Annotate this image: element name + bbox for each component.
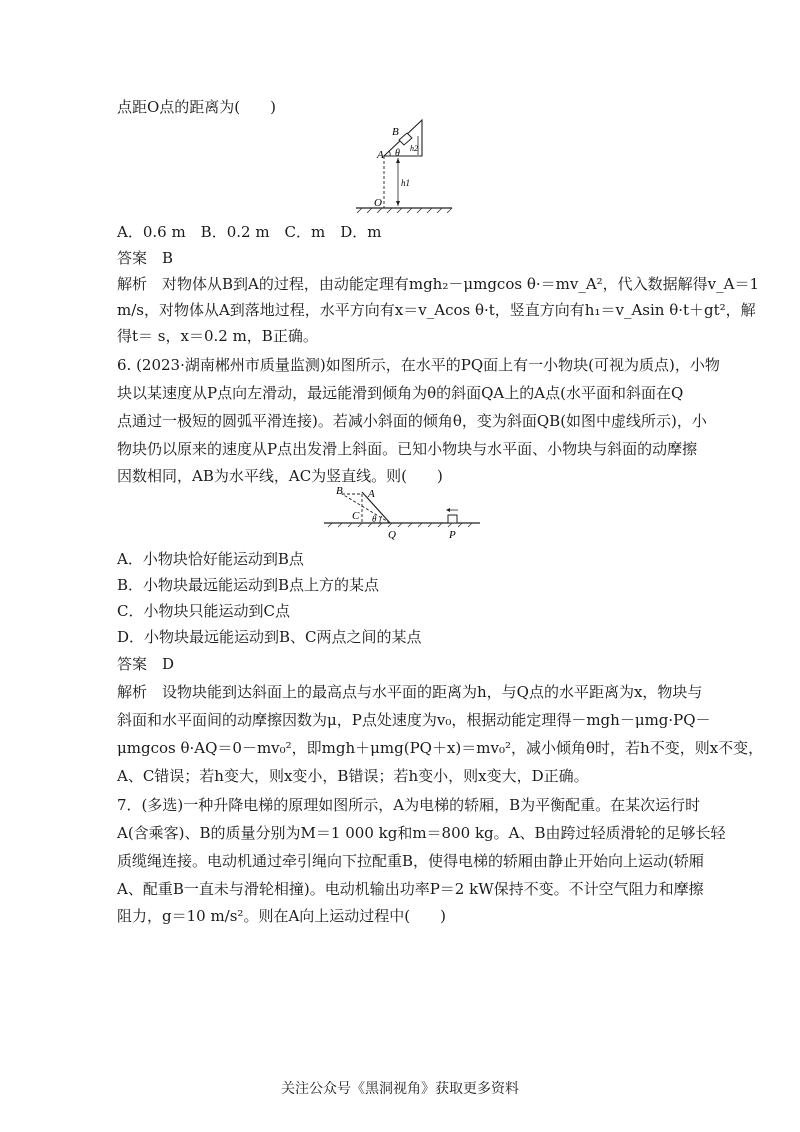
question-7-line-2: A(含乘客)、B的质量分别为M＝1 000 kg和m＝800 kg。A、B由跨过轻质滑轮的足够长轻 bbox=[117, 824, 726, 842]
fig1-label-h2: h2 bbox=[410, 144, 418, 153]
fig2-label-c: C bbox=[352, 510, 360, 522]
question-7-line-5: 阻力，g＝10 m/s²。则在A向上运动过程中( ) bbox=[117, 907, 446, 925]
question-6-line-4: 物块仍以原来的速度从P点出发滑上斜面。已知小物块与水平面、小物块与斜面的动摩擦 bbox=[117, 440, 698, 458]
question-6-line-2: 块以某速度从P点向左滑动，最远能滑到倾角为θ的斜面QA上的A点(水平面和斜面在Q bbox=[117, 384, 684, 402]
fig2-label-b: B bbox=[336, 485, 343, 497]
analysis-6-line-3: μmgcos θ·AQ＝0－mv₀²，即mgh＋μmg(PQ＋x)＝mv₀²，减小倾角θ时，若h不变，则x不变， bbox=[117, 739, 764, 757]
question-5-options: A．0.6 m B．0.2 m C．m D．m bbox=[117, 223, 382, 241]
fig2-label-q: Q bbox=[388, 529, 396, 541]
analysis-5-line-1: 解析 对物体从B到A的过程，由动能定理有mgh₂－μmgcos θ·＝mv_A²，代入数据解得v_A＝1 bbox=[117, 275, 760, 293]
fig2-label-theta: θ bbox=[372, 514, 377, 524]
figure-incline-friction bbox=[322, 482, 482, 548]
analysis-6-line-4: A、C错误；若h变大，则x变小，B错误；若h变小，则x变大，D正确。 bbox=[117, 767, 589, 785]
analysis-5-line-3: 得t＝ s，x＝0.2 m，B正确。 bbox=[117, 327, 318, 345]
figure-incline-projectile-svg bbox=[350, 118, 460, 213]
fig1-label-h1: h1 bbox=[401, 178, 410, 188]
fig1-label-a: A bbox=[377, 149, 384, 161]
analysis-5-line-2: m/s，对物体从A到落地过程，水平方向有x＝v_Acos θ·t，竖直方向有h₁＝v_Asin θ·t＋gt²，解 bbox=[117, 301, 756, 319]
question-6-option-b: B．小物块最远能运动到B点上方的某点 bbox=[117, 576, 380, 594]
question-6-line-5: 因数相同，AB为水平线，AC为竖直线。则( ) bbox=[117, 467, 443, 485]
analysis-6-line-1: 解析 设物块能到达斜面上的最高点与水平面的距离为h，与Q点的水平距离为x，物块与 bbox=[117, 683, 703, 701]
question-7-line-1: 7．(多选)一种升降电梯的原理如图所示，A为电梯的轿厢，B为平衡配重。在某次运行时 bbox=[117, 796, 701, 814]
fig1-label-b: B bbox=[392, 126, 399, 138]
question-6-option-a: A．小物块恰好能运动到B点 bbox=[117, 550, 304, 568]
question-7-line-3: 质缆绳连接。电动机通过牵引绳向下拉配重B，使得电梯的轿厢由静止开始向上运动(轿厢 bbox=[117, 852, 704, 870]
analysis-6-line-2: 斜面和水平面间的动摩擦因数为μ，P点处速度为v₀，根据动能定理得－mgh－μmg·PQ－ bbox=[117, 711, 711, 729]
page-footer: 关注公众号《黑洞视角》获取更多资料 bbox=[281, 1081, 519, 1097]
fig2-label-a: A bbox=[368, 488, 375, 500]
figure-incline-projectile bbox=[350, 118, 460, 217]
question-6-line-1: 6. (2023·湖南郴州市质量监测)如图所示，在水平的PQ面上有一小物块(可视为质点)，小物 bbox=[117, 356, 720, 374]
question-7-line-4: A、配重B一直未与滑轮相撞)。电动机输出功率P＝2 kW保持不变。不计空气阻力和摩擦 bbox=[117, 880, 704, 898]
question-6-option-d: D．小物块最远能运动到B、C两点之间的某点 bbox=[117, 628, 422, 646]
question-6-line-3: 点通过一极短的圆弧平滑连接)。若减小斜面的倾角θ，变为斜面QB(如图中虚线所示)，小 bbox=[117, 412, 707, 430]
fig1-label-o: O bbox=[374, 197, 382, 209]
question-6-option-c: C．小物块只能运动到C点 bbox=[117, 602, 290, 620]
answer-6: 答案 D bbox=[117, 655, 175, 673]
fig1-label-theta: θ bbox=[395, 148, 400, 159]
fig2-label-p: P bbox=[449, 529, 456, 541]
figure-incline-friction-svg bbox=[322, 482, 482, 544]
question-5-tail: 点距O点的距离为( ) bbox=[117, 98, 277, 116]
answer-5: 答案 B bbox=[117, 249, 174, 267]
